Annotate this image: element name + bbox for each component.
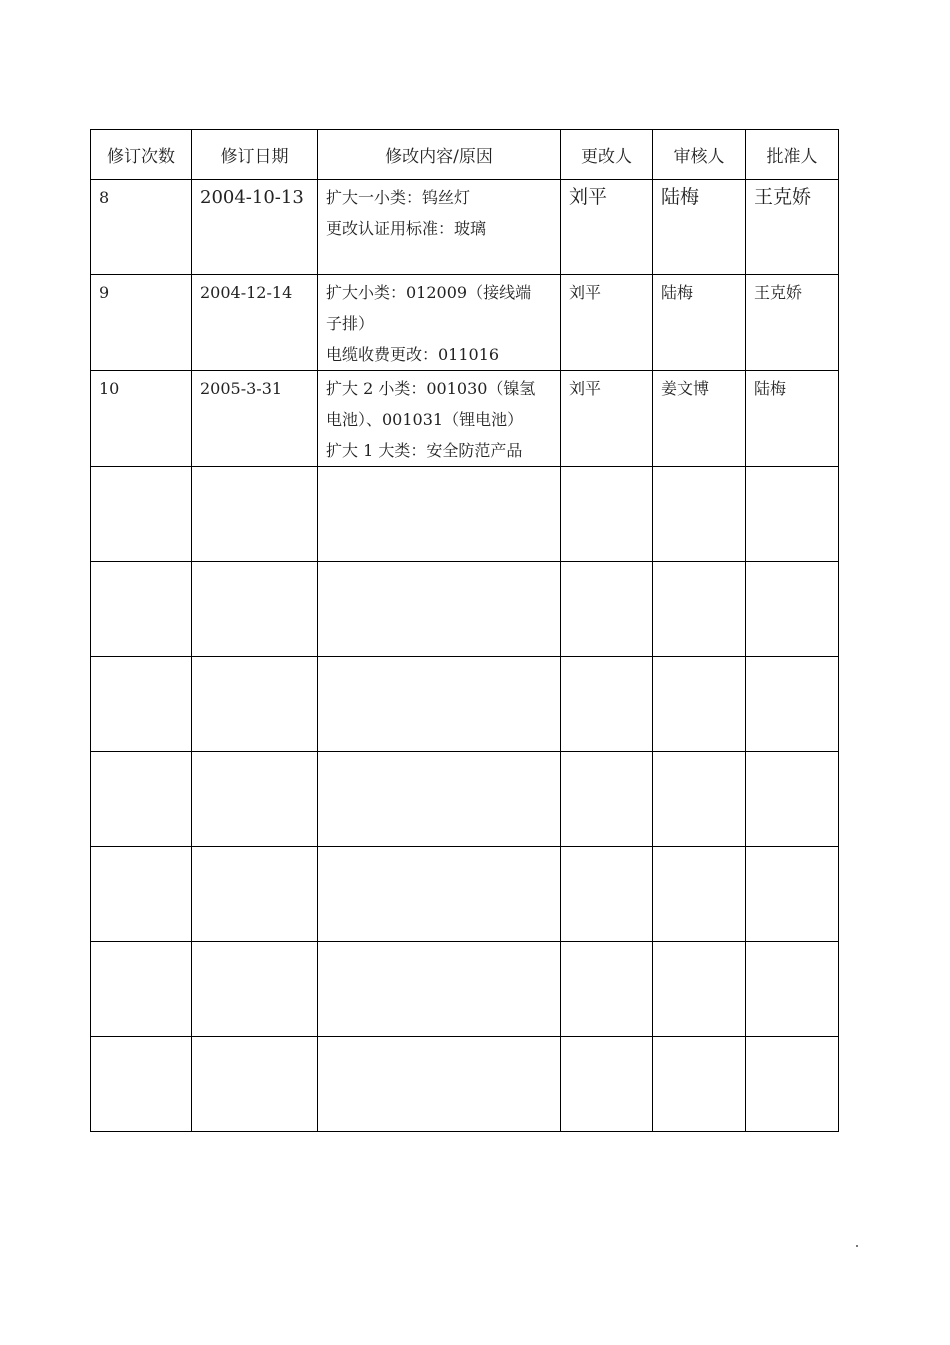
rev-date-cell (192, 371, 318, 467)
empty-table-row (91, 942, 839, 1037)
empty-cell (746, 1037, 839, 1132)
empty-cell (746, 562, 839, 657)
empty-cell (653, 467, 746, 562)
content-line: 扩大 1 大类：安全防范产品 (326, 441, 523, 460)
empty-cell (561, 847, 653, 942)
empty-cell (318, 657, 561, 752)
changer-cell (561, 180, 653, 275)
empty-cell (318, 752, 561, 847)
empty-cell (318, 562, 561, 657)
empty-cell (653, 1037, 746, 1132)
rev-no: 8 (99, 188, 110, 207)
empty-cell (561, 752, 653, 847)
rev-date: 2004-12-14 (200, 283, 293, 302)
empty-cell (561, 1037, 653, 1132)
reviewer-cell (653, 275, 746, 371)
empty-cell (318, 942, 561, 1037)
empty-table-row (91, 562, 839, 657)
empty-cell (561, 467, 653, 562)
reviewer-name: 陆梅 (661, 186, 700, 208)
content-cell (318, 180, 561, 275)
rev-no: 9 (99, 283, 110, 302)
rev-date-cell (192, 180, 318, 275)
table-row (91, 180, 839, 275)
rev-date: 2004-10-13 (200, 187, 304, 208)
empty-table-row (91, 467, 839, 562)
empty-cell (91, 847, 192, 942)
rev-date-cell (192, 275, 318, 371)
empty-cell (192, 1037, 318, 1132)
empty-cell (653, 942, 746, 1037)
content-line: 扩大 2 小类：001030（镍氢 (326, 379, 536, 398)
empty-cell (91, 467, 192, 562)
changer-cell (561, 275, 653, 371)
empty-table-row (91, 657, 839, 752)
empty-cell (653, 562, 746, 657)
approver-name: 陆梅 (754, 379, 787, 398)
empty-cell (91, 942, 192, 1037)
header-row (91, 130, 839, 180)
empty-cell (192, 752, 318, 847)
empty-cell (746, 467, 839, 562)
empty-table-row (91, 847, 839, 942)
empty-cell (746, 657, 839, 752)
content-lines (318, 275, 560, 370)
rev-date: 2005-3-31 (200, 379, 283, 398)
reviewer-cell (653, 180, 746, 275)
empty-cell (192, 562, 318, 657)
content-line: 更改认证用标准：玻璃 (326, 219, 487, 238)
changer-name: 刘平 (569, 283, 602, 302)
empty-cell (91, 1037, 192, 1132)
content-cell (318, 371, 561, 467)
empty-cell (746, 752, 839, 847)
page-speck (856, 1245, 858, 1247)
empty-cell (192, 942, 318, 1037)
reviewer-name: 陆梅 (661, 283, 694, 302)
header-content: 修改内容/原因 (318, 130, 561, 180)
empty-cell (91, 657, 192, 752)
approver-cell (746, 371, 839, 467)
content-lines (318, 371, 560, 466)
empty-table-row (91, 1037, 839, 1132)
content-line: 电缆收费更改：011016 (326, 345, 500, 364)
content-line: 电池）、001031（锂电池） (326, 410, 524, 429)
content-cell (318, 275, 561, 371)
empty-cell (192, 657, 318, 752)
reviewer-cell (653, 371, 746, 467)
empty-cell (318, 1037, 561, 1132)
empty-cell (192, 847, 318, 942)
empty-cell (746, 847, 839, 942)
changer-name: 刘平 (569, 186, 608, 208)
empty-cell (746, 942, 839, 1037)
empty-table-row (91, 752, 839, 847)
changer-name: 刘平 (569, 379, 602, 398)
table-row (91, 371, 839, 467)
empty-cell (653, 847, 746, 942)
empty-cell (653, 657, 746, 752)
header-approver: 批准人 (746, 130, 839, 180)
empty-cell (561, 942, 653, 1037)
revision-history-table (90, 129, 839, 1132)
rev-no-cell (91, 180, 192, 275)
changer-cell (561, 371, 653, 467)
empty-cell (91, 752, 192, 847)
content-line: 扩大小类：012009（接线端 (326, 283, 532, 302)
approver-cell (746, 275, 839, 371)
empty-cell (561, 657, 653, 752)
approver-name: 王克娇 (754, 283, 803, 302)
table-row (91, 275, 839, 371)
rev-no-cell (91, 371, 192, 467)
empty-cell (192, 467, 318, 562)
empty-cell (653, 752, 746, 847)
approver-cell (746, 180, 839, 275)
header-rev-date: 修订日期 (192, 130, 318, 180)
empty-cell (91, 562, 192, 657)
approver-name: 王克娇 (754, 186, 812, 208)
header-changer: 更改人 (561, 130, 653, 180)
rev-no: 10 (99, 379, 120, 398)
reviewer-name: 姜文博 (661, 379, 710, 398)
empty-cell (561, 562, 653, 657)
header-reviewer: 审核人 (653, 130, 746, 180)
content-line: 子排） (326, 314, 375, 333)
empty-cell (318, 467, 561, 562)
empty-cell (318, 847, 561, 942)
header-rev-no: 修订次数 (91, 130, 192, 180)
content-lines (318, 180, 560, 244)
rev-no-cell (91, 275, 192, 371)
content-line: 扩大一小类：钨丝灯 (326, 188, 471, 207)
